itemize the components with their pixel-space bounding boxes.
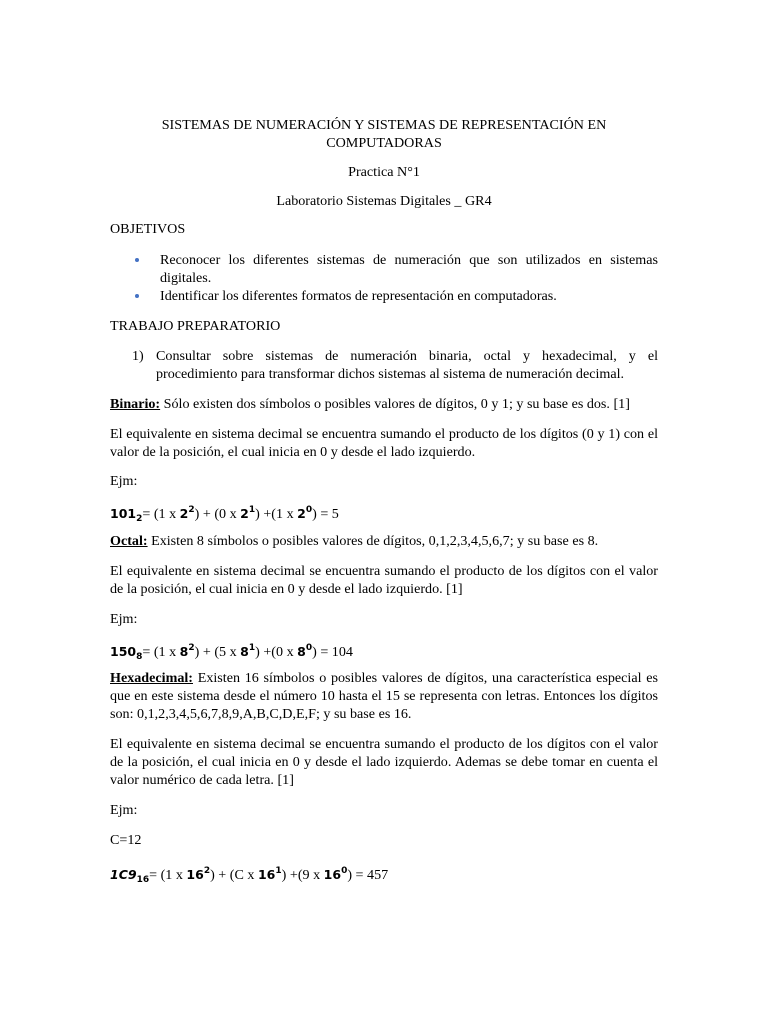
binary-definition bbox=[110, 395, 658, 413]
octal-result: ) = 104 bbox=[312, 644, 353, 660]
octal-example bbox=[110, 639, 658, 666]
binary-power-base: 2 bbox=[297, 506, 306, 521]
binary-text: Sólo existen dos símbolos o posibles valores de dígitos, 0 y 1; y su base es dos. [1] bbox=[160, 396, 630, 412]
hex-term-3: ) +(9 x bbox=[281, 867, 324, 883]
binary-exponent: 2 bbox=[188, 505, 195, 515]
octal-number: 150 bbox=[110, 644, 137, 659]
octal-term-1: = (1 x bbox=[142, 644, 180, 660]
octal-explanation: El equivalente en sistema decimal se encuentra sumando el producto de los dígitos con el valor de la posición, el cual inicia en 0 y desde el lado izquierdo. [1] bbox=[110, 563, 658, 597]
binary-example bbox=[110, 501, 658, 528]
question-1-number: 1) bbox=[132, 348, 144, 364]
binary-term-3: ) +(1 x bbox=[255, 506, 298, 522]
hex-c-value: C=12 bbox=[110, 832, 142, 848]
binary-power-base: 2 bbox=[179, 506, 189, 521]
hex-power-base: 16 bbox=[257, 867, 276, 882]
bullet-icon bbox=[135, 294, 139, 298]
hex-exponent: 1 bbox=[275, 866, 282, 876]
octal-term-3: ) +(0 x bbox=[255, 644, 298, 660]
question-1: Consultar sobre sistemas de numeración binaria, octal y hexadecimal, y el procedimiento para transformar dichos sistemas al sistema de numeración decimal. bbox=[156, 348, 658, 382]
octal-term-2: ) + (5 x bbox=[194, 644, 241, 660]
hex-term-2: ) + (C x bbox=[210, 867, 258, 883]
binary-explanation: El equivalente en sistema decimal se encuentra sumando el producto de los dígitos (0 y 1) con el valor de la posición, el cual inicia en 0 y desde el lado izquierdo. bbox=[110, 426, 658, 460]
octal-power-base: 8 bbox=[297, 644, 306, 659]
hex-term-1: = (1 x bbox=[149, 867, 187, 883]
binary-ejm: Ejm: bbox=[110, 473, 138, 489]
octal-exponent: 1 bbox=[248, 643, 256, 653]
practice-number: Practica N°1 bbox=[348, 164, 420, 180]
binary-base: 2 bbox=[136, 514, 143, 524]
binary-exponent: 0 bbox=[305, 505, 313, 515]
hex-number: 1C9 bbox=[110, 867, 137, 882]
title-line-1: SISTEMAS DE NUMERACIÓN Y SISTEMAS DE REPRESENTACIÓN EN bbox=[161, 117, 607, 133]
octal-ejm: Ejm: bbox=[110, 611, 138, 627]
objective-1: Reconocer los diferentes sistemas de numeración que son utilizados en sistemas digitales. bbox=[160, 252, 658, 286]
objectives-heading: OBJETIVOS bbox=[110, 221, 186, 237]
binary-power-base: 2 bbox=[240, 506, 249, 521]
binary-exponent: 1 bbox=[248, 505, 256, 515]
lab-name: Laboratorio Sistemas Digitales _ GR4 bbox=[276, 193, 492, 209]
bullet-icon bbox=[135, 258, 139, 262]
hex-exponent: 2 bbox=[203, 866, 211, 876]
hex-label: Hexadecimal: bbox=[110, 670, 193, 686]
hex-text: Existen 16 símbolos o posibles valores de dígitos, una característica especial es que en este sistema desde el número 10 hasta el 15 se representa con letras. Entonces los dígitos son: 0,1,2,3,4,5,6,7,8,9,A,B,C,D,E,F; y su base es 16. bbox=[110, 670, 658, 722]
hex-explanation: El equivalente en sistema decimal se encuentra sumando el producto de los dígitos con el valor de la posición, el cual inicia en 0 y desde el lado izquierdo. Ademas se debe tomar en cuenta el valor numérico de cada letra. [1] bbox=[110, 736, 658, 788]
hex-definition bbox=[110, 669, 658, 723]
octal-power-base: 8 bbox=[240, 644, 249, 659]
octal-power-base: 8 bbox=[179, 644, 189, 659]
objective-2: Identificar los diferentes formatos de representación en computadoras. bbox=[160, 288, 557, 304]
title-line-2: COMPUTADORAS bbox=[326, 135, 442, 151]
octal-base: 8 bbox=[136, 652, 143, 662]
binary-term-1: = (1 x bbox=[142, 506, 180, 522]
binary-result: ) = 5 bbox=[312, 506, 339, 522]
document-title bbox=[110, 116, 658, 152]
octal-exponent: 2 bbox=[188, 643, 195, 653]
hex-exponent: 0 bbox=[341, 866, 348, 876]
octal-definition bbox=[110, 532, 658, 550]
hex-example bbox=[110, 862, 658, 889]
binary-term-2: ) + (0 x bbox=[194, 506, 241, 522]
hex-result: ) = 457 bbox=[347, 867, 389, 883]
binary-number: 101 bbox=[110, 506, 137, 521]
hex-power-base: 16 bbox=[186, 867, 204, 882]
hex-power-base: 16 bbox=[323, 867, 342, 882]
octal-text: Existen 8 símbolos o posibles valores de dígitos, 0,1,2,3,4,5,6,7; y su base es 8. bbox=[147, 533, 599, 549]
binary-label: Binario: bbox=[110, 396, 161, 412]
octal-label: Octal: bbox=[110, 533, 148, 549]
hex-base: 16 bbox=[136, 875, 150, 885]
hex-ejm: Ejm: bbox=[110, 802, 138, 818]
octal-exponent: 0 bbox=[305, 643, 313, 653]
prep-heading: TRABAJO PREPARATORIO bbox=[110, 318, 281, 334]
